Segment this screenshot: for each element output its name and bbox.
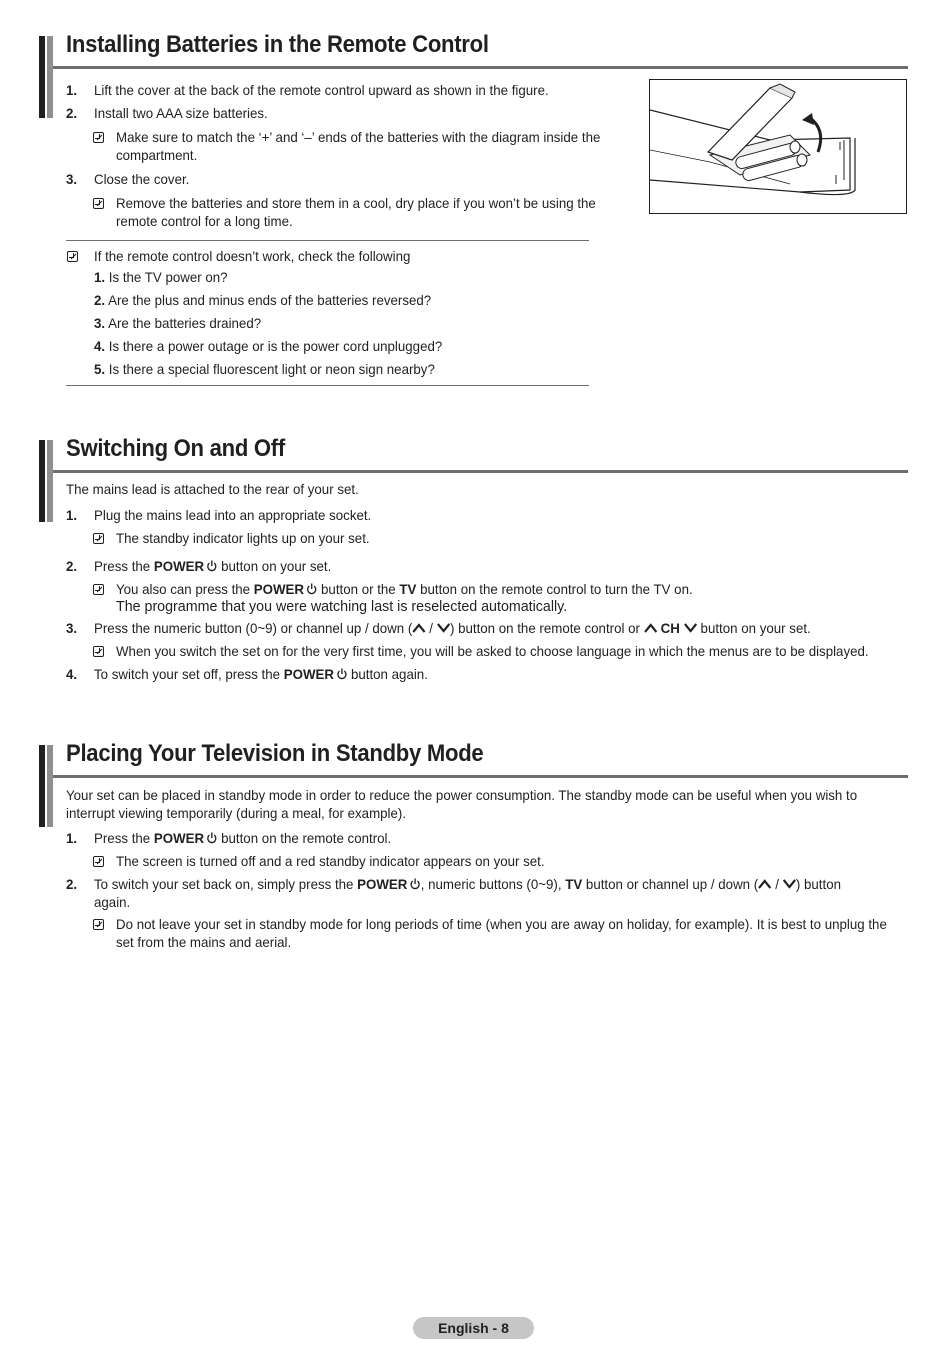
title-rule: [53, 775, 908, 778]
note-text: Do not leave your set in standby mode for long periods of time (when you are away on holiday, for example). It is best to unplug the set from the mains and aerial.: [116, 916, 887, 950]
checklist-item: 3. Are the batteries drained?: [94, 315, 262, 331]
step-text-line2: again.: [94, 894, 131, 910]
note-text-line2: The programme that you were watching last is reselected automatically.: [116, 598, 568, 615]
step-number: 3.: [66, 620, 78, 636]
note-text: The screen is turned off and a red standby indicator appears on your set.: [116, 853, 545, 869]
note-text: Make sure to match the ‘+’ and ‘–’ ends of the batteries with the diagram inside the compartment.: [116, 129, 601, 163]
step-text: Install two AAA size batteries.: [94, 105, 268, 121]
power-icon: [206, 832, 217, 844]
section-marker-dark: [39, 745, 45, 827]
note-icon: [93, 533, 104, 544]
step-text: Press the POWER button on the remote control.: [94, 830, 392, 846]
checklist-rule-top: [66, 240, 589, 241]
page-number-badge: English - 8: [413, 1317, 534, 1339]
step-number: 2.: [66, 105, 78, 121]
step-text: Plug the mains lead into an appropriate socket.: [94, 507, 372, 523]
checklist-item: 2. Are the plus and minus ends of the batteries reversed?: [94, 292, 432, 308]
remote-illustration: [650, 80, 906, 213]
note-icon: [93, 646, 104, 657]
section-marker-dark: [39, 440, 45, 522]
chevron-down-icon: [684, 623, 697, 633]
title-rule: [53, 66, 908, 69]
note-text: You also can press the POWER button or the TV button on the remote control to turn the TV on.: [116, 581, 693, 597]
intro-text: Your set can be placed in standby mode in order to reduce the power consumption. The standby mode can be useful when you wish to interrupt viewing temporarily (during a meal, for example).: [66, 787, 858, 821]
chevron-up-icon: [644, 623, 657, 633]
checklist-intro: If the remote control doesn’t work, check the following: [94, 248, 411, 264]
step-text: Lift the cover at the back of the remote control upward as shown in the figure.: [94, 82, 549, 98]
note-icon: [67, 251, 78, 262]
chevron-down-icon: [437, 623, 450, 633]
step-text: Press the POWER button on your set.: [94, 558, 332, 574]
section-title: Placing Your Television in Standby Mode: [66, 740, 484, 767]
note-icon: [93, 856, 104, 867]
power-icon: [206, 560, 217, 572]
power-icon: [409, 878, 420, 890]
remote-battery-figure: [649, 79, 907, 214]
note-icon: [93, 132, 104, 143]
step-number: 3.: [66, 171, 78, 187]
step-number: 4.: [66, 666, 78, 682]
section-title: Installing Batteries in the Remote Control: [66, 31, 489, 58]
note-icon: [93, 584, 104, 595]
step-number: 1.: [66, 82, 78, 98]
note-icon: [93, 198, 104, 209]
step-number: 2.: [66, 876, 78, 892]
note-icon: [93, 919, 104, 930]
power-icon: [306, 583, 317, 595]
checklist-item: 5. Is there a special fluorescent light or neon sign nearby?: [94, 361, 435, 377]
section-marker-light: [47, 440, 53, 522]
note-text: When you switch the set on for the very first time, you will be asked to choose language in which the menus are to be displayed.: [116, 643, 869, 659]
checklist-item: 1. Is the TV power on?: [94, 269, 228, 285]
section-marker-light: [47, 36, 53, 118]
step-number: 2.: [66, 558, 78, 574]
checklist-rule-bottom: [66, 385, 589, 386]
chevron-up-icon: [758, 879, 771, 889]
note-text: The standby indicator lights up on your set.: [116, 530, 370, 546]
title-rule: [53, 470, 908, 473]
step-number: 1.: [66, 507, 78, 523]
section-marker-dark: [39, 36, 45, 118]
checklist-item: 4. Is there a power outage or is the power cord unplugged?: [94, 338, 443, 354]
intro-text: The mains lead is attached to the rear of your set.: [66, 481, 359, 497]
note-text: Remove the batteries and store them in a cool, dry place if you won’t be using the remote control for a long time.: [116, 195, 596, 229]
power-icon: [336, 668, 347, 680]
section-title: Switching On and Off: [66, 435, 285, 462]
step-text: To switch your set off, press the POWER button again.: [94, 666, 428, 682]
chevron-up-icon: [412, 623, 425, 633]
step-text: Close the cover.: [94, 171, 190, 187]
chevron-down-icon: [783, 879, 796, 889]
section-marker-light: [47, 745, 53, 827]
step-text: Press the numeric button (0~9) or channel up / down ( / ) button on the remote control or CH button on your set.: [94, 620, 811, 636]
step-text: To switch your set back on, simply press the POWER , numeric buttons (0~9), TV button or channel up / down ( / ) button: [94, 876, 841, 892]
step-number: 1.: [66, 830, 78, 846]
